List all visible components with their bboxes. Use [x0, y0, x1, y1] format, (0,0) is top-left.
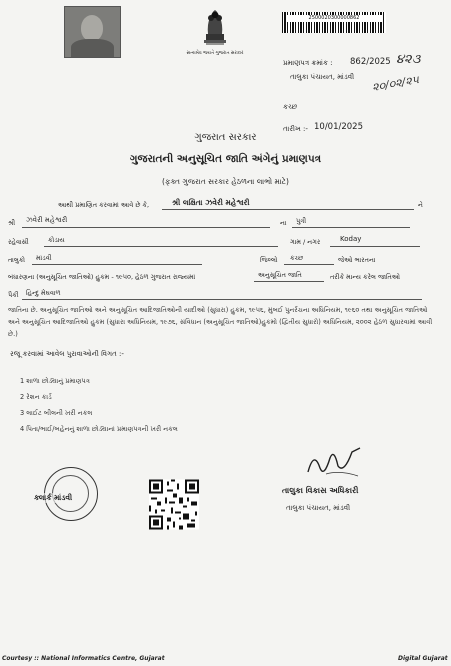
in-label: પૈકી: [8, 291, 19, 299]
photo-face: [81, 15, 103, 41]
resident-label: રહેવાસી: [8, 238, 29, 246]
state-emblem-icon: [196, 4, 234, 50]
cert-no-value: 862/2025: [350, 57, 391, 67]
verified-by: ક્લાર્ક માંડવી: [34, 493, 73, 502]
ne-text: ને: [418, 201, 423, 209]
taluka-line: [32, 253, 202, 265]
constitution-text: બંધારણના (અનુસૂચિત જાતિઓ) હુકમ - ૧૯૫૦, હેઠળ ગુજરાત રાજ્યમાં: [8, 273, 196, 281]
footer-courtesy: Courtesy :: National Informatics Centre, Gujarat: [2, 655, 165, 662]
relation-line: [292, 216, 410, 228]
caste-type: અનુસૂચિત જાતિ: [258, 271, 302, 279]
applicant-photo: [64, 6, 121, 58]
officer-title: તાલુકા વિકાસ અધિકારી: [282, 486, 359, 495]
emblem-caption: સત્યમેવ જયતે ગુજરાત સરકાર: [186, 51, 244, 56]
certificate-title: ગુજરાતની અનુસૂચિત જાતિ અંગેનું પ્રમાણપત્ર: [129, 153, 322, 165]
govt-title: ગુજરાત સરકાર: [194, 132, 257, 143]
relation-label: ના: [280, 219, 287, 227]
caste-value: હિન્દુ મેઘવાળ: [26, 289, 61, 297]
header-office: તાલુકા પંચાયત, માંડવી: [290, 73, 355, 81]
officer-office: તાલુકા પંચાયત, માંડવી: [286, 504, 351, 512]
resident-value: કોડાય: [48, 236, 65, 244]
handwritten-number: ૪૨૩: [396, 52, 421, 67]
taluka-value: માંડવી: [36, 254, 52, 262]
document-item: 2 રેશન કાર્ડ: [20, 393, 52, 401]
documents-heading: રજૂ કરવામાં આવેલ પુરાવાઓની વિગત :-: [10, 350, 124, 358]
handwritten-date: ૨૦/૦૨/૨૫: [371, 73, 420, 95]
village-value: Koday: [340, 235, 362, 243]
qr-code: [149, 477, 199, 532]
applicant-name: શ્રી લક્ષિતા ઝવેરી મહેશ્વરી: [172, 198, 250, 207]
relation-value: પુત્રી: [296, 217, 307, 225]
barcode-number: 2500020300000862: [286, 15, 382, 22]
state-label: જેઓ ભારતના: [338, 256, 376, 264]
legal-paragraph: જાતિના છે. અનુસૂચિત જાતિઓ અને અનુસૂચિત આદિજાતિઓની યાદીઓ (સુધારા) હુકમ, ૧૯૫૬, મુંબઈ પુનર્રચના અધિનિયમ, ૧૯૬૦ તથા અનુસૂચિત જાતિઓ અને અનુસૂચિત આદિજાતિઓ હુકમ (સુધારા અધિનિયમ, ૧૯૭૬, સંવિધાન (અનુસૂચિત જાતિઓ)હુકમો (દ્વિતીય સુધારો) અધિનિયમ, ૨૦૦૨ હેઠળ સુધારવામાં આવી છે.): [8, 306, 433, 338]
district-label: જિલ્લો: [260, 256, 278, 264]
certificate-note: (ફક્ત ગુજરાત સરકાર હેઠળના લાભો માટે): [162, 177, 289, 186]
footer-brand: Digital Gujarat: [398, 655, 448, 662]
document-item: 4 પિતા/ભાઈ/બહેનનું શાળા છોડ્યાનાં પ્રમાણપત્રની ખરી નકલ: [20, 425, 178, 433]
photo-body: [71, 39, 114, 58]
caste-line: [22, 288, 422, 300]
district-value: કચ્છ: [290, 254, 304, 262]
date-value: 10/01/2025: [314, 122, 363, 132]
resident-line: [44, 235, 278, 247]
intro-text: આથી પ્રમાણિત કરવામાં આવે છે કે,: [58, 201, 150, 209]
officer-signature: [300, 444, 370, 482]
document-item: 3 લાઈટ બીલની ખરી નકલ: [20, 409, 93, 417]
cert-no-label: પ્રમાણપત્ર ક્રમાંક :: [283, 59, 333, 67]
taluka-label: તાલુકો: [8, 256, 26, 264]
date-label: તારીખ :-: [283, 125, 308, 133]
recognized-text: તરીકે માન્ય કરેલ જાતિઓ: [330, 273, 401, 281]
header-district: કચ્છ: [283, 103, 298, 111]
village-label: ગામ / નગર: [290, 238, 321, 246]
father-name: ઝવેરી મહેશ્વરી: [26, 216, 68, 224]
father-prefix: શ્રી: [8, 219, 16, 227]
document-item: 1 શાળા છોડ્યાનું પ્રમાણપત્ર: [20, 377, 90, 385]
